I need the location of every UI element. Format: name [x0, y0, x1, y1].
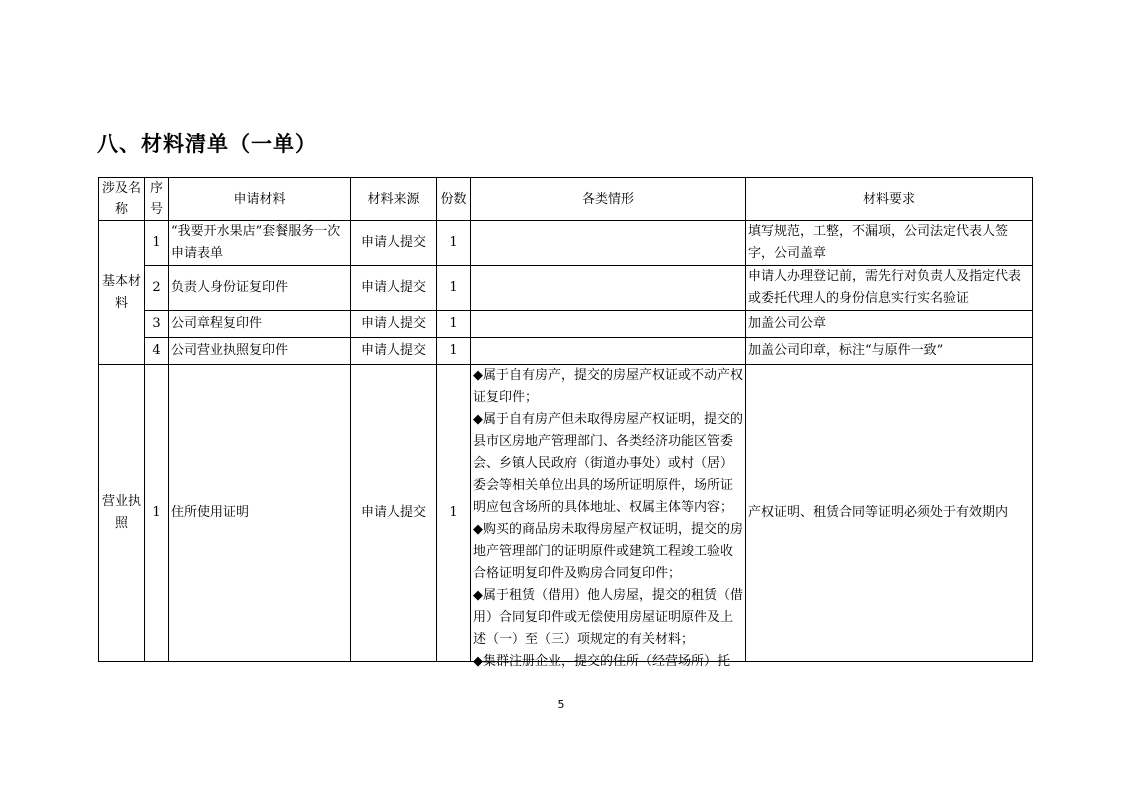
scenario-item: ◆购买的商品房未取得房屋产权证明，提交的房地产管理部门的证明原件或建筑工程竣工验收合格证明复印件及购房合同复印件；: [473, 522, 743, 581]
row-no: 1: [145, 221, 169, 266]
header-material: 申请材料: [169, 178, 351, 221]
row-material: 负责人身份证复印件: [169, 266, 351, 311]
row-no: 1: [145, 365, 169, 662]
scenario-item: ◆属于租赁（借用）他人房屋，提交的租赁（借用）合同复印件或无偿使用房屋证明原件及上述（一）至（三）项规定的有关材料；: [473, 588, 743, 647]
table-row: [99, 365, 1033, 662]
table-row: [99, 311, 1033, 338]
row-material: 住所使用证明: [169, 365, 351, 662]
materials-table: [98, 177, 1033, 669]
table-header-row: [99, 178, 1033, 221]
header-copies: 份数: [437, 178, 471, 221]
row-copies: 1: [437, 311, 471, 338]
row-scenario: [471, 311, 746, 338]
group-category: 营业执照: [99, 365, 145, 662]
header-no: 序号: [145, 178, 169, 221]
row-material: “我要开水果店”套餐服务一次申请表单: [169, 221, 351, 266]
row-copies: 1: [437, 221, 471, 266]
row-requirement: 加盖公司公章: [746, 311, 1033, 338]
row-scenarios: [471, 365, 746, 669]
row-no: 2: [145, 266, 169, 311]
header-category: 涉及名称: [99, 178, 145, 221]
table-row: [99, 266, 1033, 311]
page-title: 八、材料清单（一单）: [97, 132, 317, 156]
row-material: 公司营业执照复印件: [169, 338, 351, 365]
scenario-item: ◆属于自有房产但未取得房屋产权证明，提交的县市区房地产管理部门、各类经济功能区管委会、乡镇人民政府（街道办事处）或村（居）委会等相关单位出具的场所证明原件，场所证明应包含场所的具体地址、权属主体等内容；: [473, 412, 743, 515]
row-source: 申请人提交: [351, 221, 437, 266]
row-copies: 1: [437, 365, 471, 662]
group-category: 基本材料: [99, 221, 145, 365]
row-copies: 1: [437, 338, 471, 365]
row-source: 申请人提交: [351, 266, 437, 311]
row-scenario: [471, 221, 746, 266]
scenario-item: ◆属于自有房产，提交的房屋产权证或不动产权证复印件；: [473, 368, 743, 405]
row-scenario: [471, 266, 746, 311]
row-copies: 1: [437, 266, 471, 311]
row-no: 4: [145, 338, 169, 365]
table-row: [99, 338, 1033, 365]
row-source: 申请人提交: [351, 365, 437, 662]
row-requirement: 申请人办理登记前，需先行对负责人及指定代表或委托代理人的身份信息实行实名验证: [746, 266, 1033, 311]
page-number: 5: [557, 698, 565, 711]
scenario-item: ◆集群注册企业，提交的住所（经营场所）托: [473, 654, 730, 669]
row-requirement: 加盖公司印章，标注“与原件一致”: [746, 338, 1033, 365]
header-requirements: 材料要求: [746, 178, 1033, 221]
row-source: 申请人提交: [351, 338, 437, 365]
row-requirement: 填写规范，工整，不漏项，公司法定代表人签字，公司盖章: [746, 221, 1033, 266]
row-material: 公司章程复印件: [169, 311, 351, 338]
header-scenarios: 各类情形: [471, 178, 746, 221]
row-source: 申请人提交: [351, 311, 437, 338]
row-requirement: 产权证明、租赁合同等证明必须处于有效期内: [746, 365, 1033, 662]
table-row: [99, 221, 1033, 266]
header-source: 材料来源: [351, 178, 437, 221]
row-no: 3: [145, 311, 169, 338]
row-scenario: [471, 338, 746, 365]
